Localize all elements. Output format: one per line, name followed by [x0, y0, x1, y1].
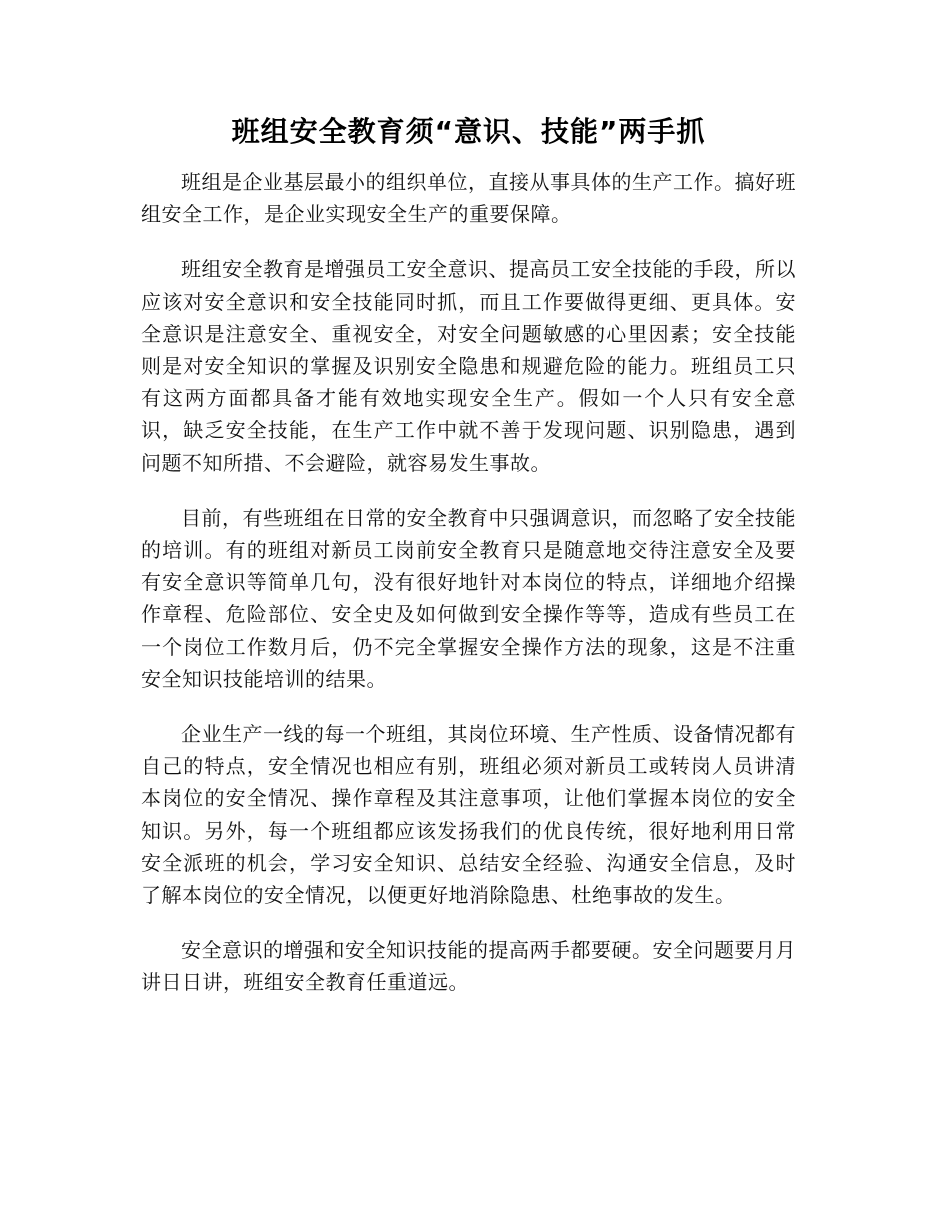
paragraph-3: 目前，有些班组在日常的安全教育中只强调意识，而忽略了安全技能的培训。有的班组对新员工岗前安全教育只是随意地交待注意安全及要有安全意识等简单几句，没有很好地针对本岗位的特点，详细地介绍操作章程、危险部位、安全史及如何做到安全操作等等，造成有些员工在一个岗位工作数月后，仍不完全掌握安全操作方法的现象，这是不注重安全知识技能培训的结果。 [141, 505, 796, 691]
paragraph-1: 班组是企业基层最小的组织单位，直接从事具体的生产工作。搞好班组安全工作，是企业实现安全生产的重要保障。 [141, 170, 796, 227]
document-title: 班组安全教育须“意识、技能”两手抓 [231, 115, 706, 148]
paragraph-4: 企业生产一线的每一个班组，其岗位环境、生产性质、设备情况都有自己的特点，安全情况也相应有别，班组必须对新员工或转岗人员讲清本岗位的安全情况、操作章程及其注意事项，让他们掌握本岗位的安全知识。另外，每一个班组都应该发扬我们的优良传统，很好地利用日常安全派班的机会，学习安全知识、总结安全经验、沟通安全信息，及时了解本岗位的安全情况，以便更好地消除隐患、杜绝事故的发生。 [141, 722, 796, 908]
paragraph-5: 安全意识的增强和安全知识技能的提高两手都要硬。安全问题要月月讲日日讲，班组安全教育任重道远。 [141, 938, 796, 995]
paragraph-2: 班组安全教育是增强员工安全意识、提高员工安全技能的手段，所以应该对安全意识和安全技能同时抓，而且工作要做得更细、更具体。安全意识是注意安全、重视安全，对安全问题敏感的心里因素；安全技能则是对安全知识的掌握及识别安全隐患和规避危险的能力。班组员工只有这两方面都具备才能有效地实现安全生产。假如一个人只有安全意识，缺乏安全技能，在生产工作中就不善于发现问题、识别隐患，遇到问题不知所措、不会避险，就容易发生事故。 [141, 257, 796, 475]
document-page [141, 110, 796, 999]
